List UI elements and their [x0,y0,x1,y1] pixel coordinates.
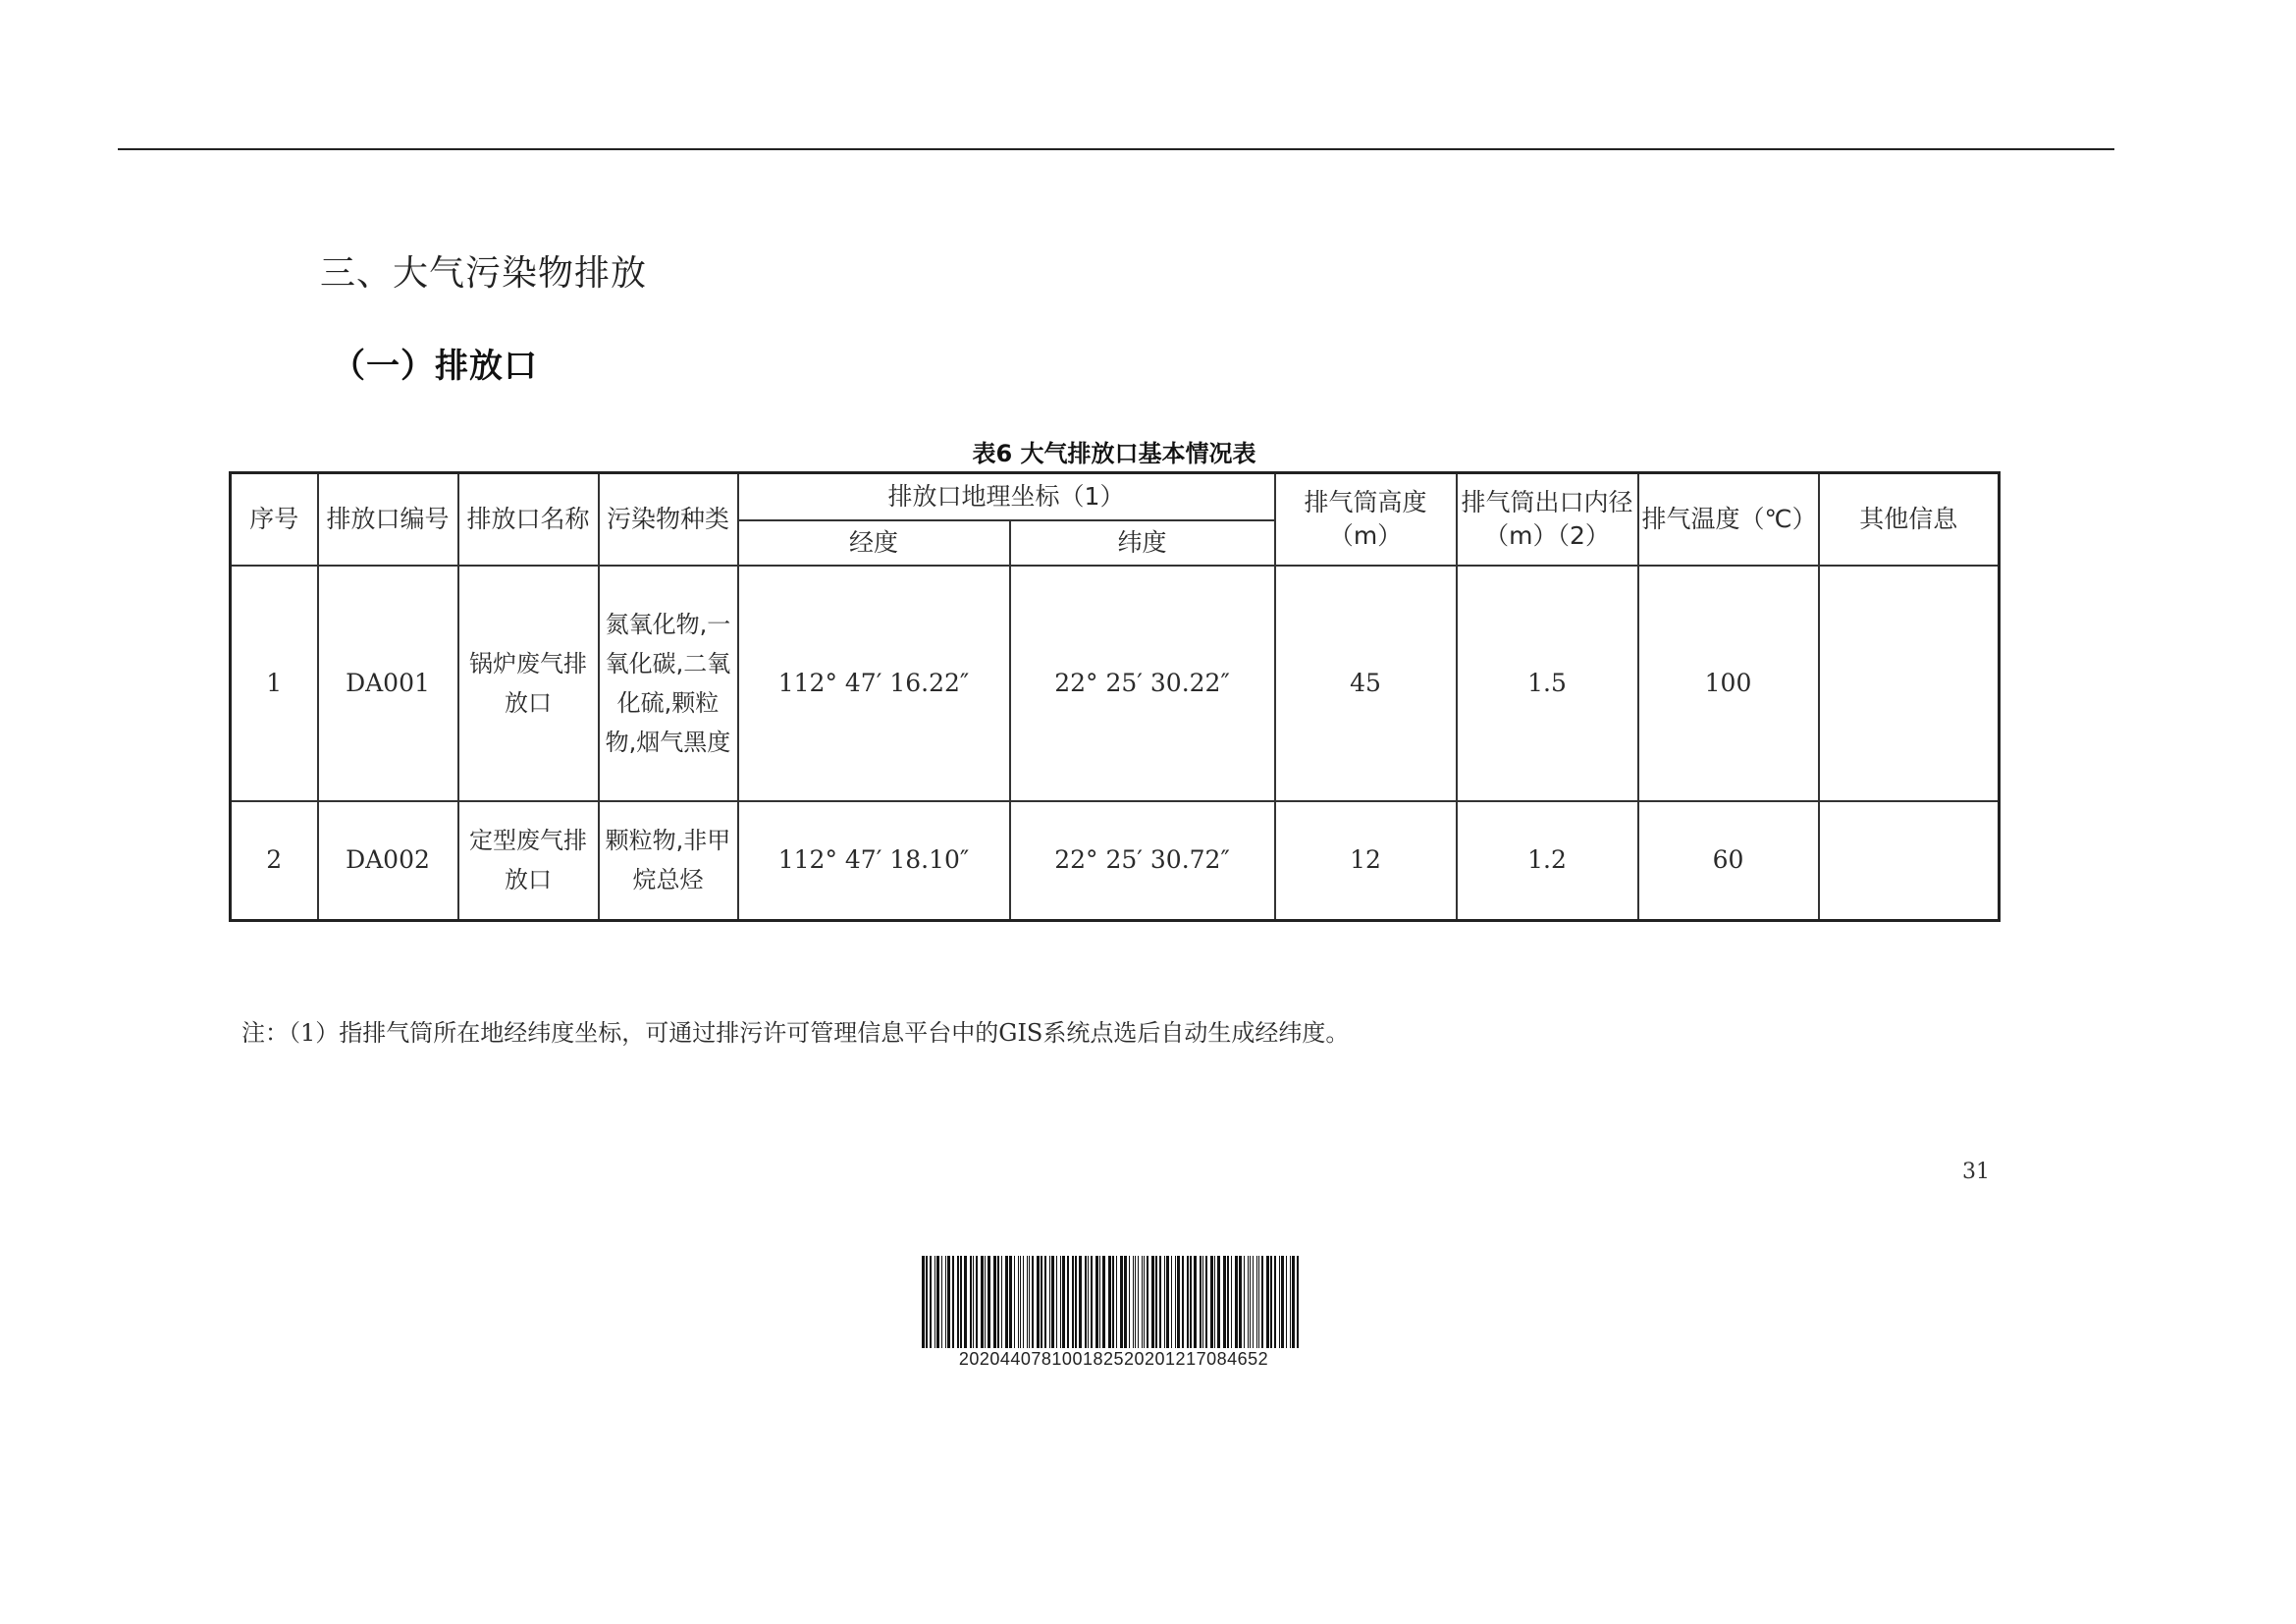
barcode-bar [1248,1256,1249,1348]
barcode-bar [1281,1256,1284,1348]
table-row [231,801,2000,921]
barcode-bar [1266,1256,1269,1348]
barcode-bar [985,1256,986,1348]
barcode-bar [1009,1256,1012,1348]
barcode-bar [1286,1256,1287,1348]
cell-latitude: 22° 25′ 30.22″ [1010,566,1275,801]
barcode-bar [1135,1256,1136,1348]
barcode-bar [1244,1256,1245,1348]
barcode-bar [1190,1256,1192,1348]
header-pollutant-types: 污染物种类 [599,473,738,566]
barcode-bar [1088,1256,1089,1348]
barcode-bar [1041,1256,1042,1348]
barcode-bar [1037,1256,1040,1348]
barcode-bar [1227,1256,1229,1348]
barcode-bar [1292,1256,1295,1348]
barcode-bar [1217,1256,1220,1348]
header-stack-diameter: 排气筒出口内径（m）（2） [1457,473,1638,566]
barcode-bar [1044,1256,1046,1348]
barcode-bar [1155,1256,1157,1348]
barcode-bar [1116,1256,1117,1348]
barcode-bar [934,1256,935,1348]
barcode-bar [1049,1256,1050,1348]
barcode-bar [1102,1256,1105,1348]
cell-stack-diameter: 1.5 [1457,566,1638,801]
barcode-bar [1177,1256,1180,1348]
barcode-bar [926,1256,928,1348]
barcode-bar [1205,1256,1207,1348]
barcode-bar [973,1256,974,1348]
barcode-bar [1144,1256,1145,1348]
barcode-bar [1250,1256,1251,1348]
emission-outlet-table [229,471,2001,922]
cell-stack-height: 45 [1275,566,1457,801]
barcode-bar [1258,1256,1259,1348]
barcode-bar [1270,1256,1272,1348]
barcode-bar [1056,1256,1057,1348]
barcode-bar [922,1256,925,1348]
barcode-bar [936,1256,939,1348]
barcode-bar [1027,1256,1028,1348]
barcode-bar [1166,1256,1169,1348]
barcode-bar [1091,1256,1093,1348]
barcode-bar [1029,1256,1030,1348]
cell-other-info [1819,566,2000,801]
barcode-bar [1001,1256,1002,1348]
header-latitude: 纬度 [1010,520,1275,566]
barcode-bar [1085,1256,1087,1348]
barcode-bar [997,1256,999,1348]
barcode-bar [1151,1256,1154,1348]
header-geo-coords: 排放口地理坐标（1） [738,473,1275,520]
barcode-bar [1079,1256,1082,1348]
barcode [920,1256,1308,1370]
barcode-bar [941,1256,942,1348]
header-rule [118,148,2114,150]
barcode-bar [1214,1256,1215,1348]
barcode-icon [920,1256,1304,1348]
barcode-bar [1108,1256,1111,1348]
cell-outlet-name: 定型废气排放口 [458,801,599,921]
header-longitude: 经度 [738,520,1010,566]
barcode-bar [1182,1256,1184,1348]
barcode-bar [1171,1256,1172,1348]
barcode-bar [947,1256,950,1348]
barcode-bar [1256,1256,1257,1348]
barcode-bar [1060,1256,1061,1348]
barcode-bar [1062,1256,1065,1348]
barcode-bar [1210,1256,1213,1348]
cell-outlet-name: 锅炉废气排放口 [458,566,599,801]
barcode-bar [1023,1256,1024,1348]
header-other-info: 其他信息 [1819,473,2000,566]
table-row [231,566,2000,801]
barcode-bar [1120,1256,1123,1348]
barcode-bar [1133,1256,1134,1348]
barcode-bar [964,1256,967,1348]
barcode-bar [993,1256,996,1348]
header-exhaust-temp: 排气温度（℃） [1638,473,1819,566]
barcode-bar [1072,1256,1074,1348]
cell-latitude: 22° 25′ 30.72″ [1010,801,1275,921]
cell-pollutant-types: 颗粒物,非甲烷总烃 [599,801,738,921]
barcode-bar [1005,1256,1008,1348]
barcode-bar [1014,1256,1015,1348]
cell-exhaust-temp: 100 [1638,566,1819,801]
barcode-bar [960,1256,962,1348]
cell-longitude: 112° 47′ 18.10″ [738,801,1010,921]
cell-longitude: 112° 47′ 16.22″ [738,566,1010,801]
section-title: 三、大气污染物排放 [320,253,648,294]
barcode-bar [1075,1256,1077,1348]
header-outlet-code: 排放口编号 [318,473,458,566]
barcode-bar [1067,1256,1069,1348]
barcode-bar [1129,1256,1130,1348]
barcode-bar [1147,1256,1148,1348]
barcode-bar [1020,1256,1021,1348]
barcode-bar [1235,1256,1238,1348]
barcode-bar [957,1256,959,1348]
header-seq: 序号 [231,473,318,566]
barcode-bar [1099,1256,1100,1348]
table-note: 注：（1）指排气筒所在地经纬度坐标，可通过排污许可管理信息平台中的GIS系统点选后自动生成经纬度。 [241,1019,1350,1047]
barcode-bar [1261,1256,1263,1348]
barcode-bar [1164,1256,1165,1348]
barcode-bar [1018,1256,1019,1348]
barcode-bar [970,1256,972,1348]
barcode-bar [1095,1256,1098,1348]
cell-other-info [1819,801,2000,921]
barcode-bar [1290,1256,1291,1348]
barcode-bar [1138,1256,1139,1348]
barcode-bar [1279,1256,1280,1348]
barcode-bar [1239,1256,1242,1348]
cell-seq: 2 [231,801,318,921]
sub-title: （一）排放口 [332,347,538,386]
barcode-bar [1202,1256,1203,1348]
barcode-bar [1159,1256,1161,1348]
barcode-bar [988,1256,990,1348]
barcode-bar [930,1256,932,1348]
cell-outlet-code: DA002 [318,801,458,921]
table-caption: 表6 大气排放口基本情况表 [972,440,1256,467]
header-stack-height: 排气筒高度（m） [1275,473,1457,566]
cell-pollutant-types: 氮氧化物,一氧化碳,二氧化硫,颗粒物,烟气黑度 [599,566,738,801]
barcode-bar [1274,1256,1276,1348]
barcode-bar [1297,1256,1299,1348]
barcode-bar [1051,1256,1054,1348]
barcode-bar [1112,1256,1114,1348]
cell-outlet-code: DA001 [318,566,458,801]
barcode-bar [981,1256,984,1348]
barcode-bar [1175,1256,1176,1348]
barcode-bar [1032,1256,1034,1348]
page-number: 31 [1962,1160,1990,1184]
barcode-number: 20204407810018252020121708465​2 [958,1349,1269,1369]
barcode-bar [1187,1256,1189,1348]
barcode-bar [1142,1256,1143,1348]
cell-stack-diameter: 1.2 [1457,801,1638,921]
barcode-bar [1200,1256,1201,1348]
cell-stack-height: 12 [1275,801,1457,921]
barcode-bar [1124,1256,1127,1348]
cell-seq: 1 [231,566,318,801]
cell-exhaust-temp: 60 [1638,801,1819,921]
barcode-bar [1223,1256,1226,1348]
barcode-bar [976,1256,978,1348]
barcode-bar [945,1256,946,1348]
barcode-bar [1231,1256,1232,1348]
barcode-bar [952,1256,954,1348]
barcode-bar [1253,1256,1254,1348]
header-outlet-name: 排放口名称 [458,473,599,566]
barcode-bar [1194,1256,1197,1348]
